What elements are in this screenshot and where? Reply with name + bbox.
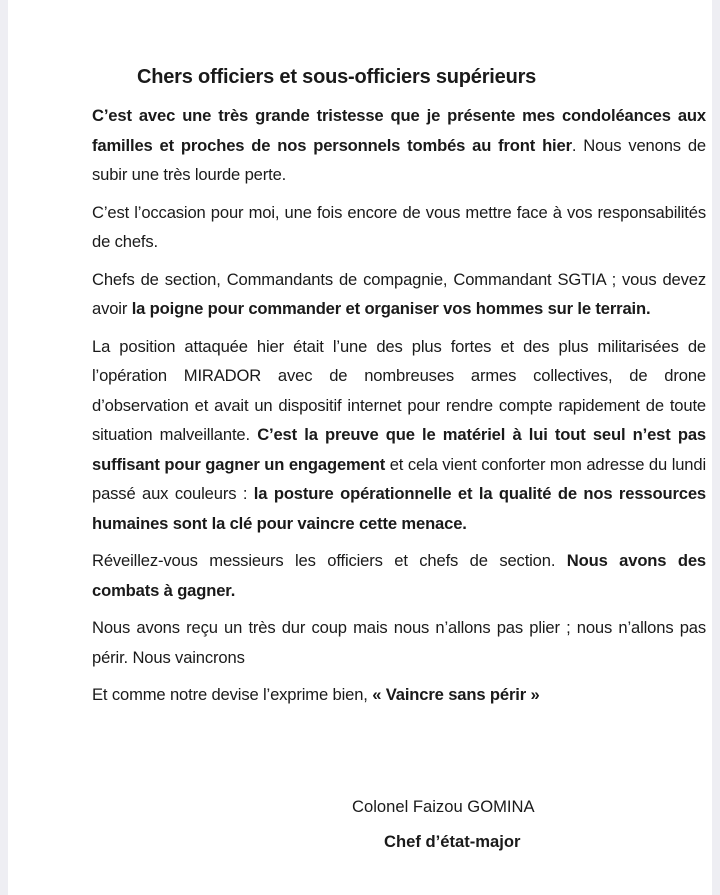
text-segment: et cela vient conforter mon adresse du lundi passé aux couleurs : xyxy=(92,454,707,503)
text-segment: Chefs de section, Commandants de compagnie, Commandant SGTIA ; vous devez avoir xyxy=(92,269,706,318)
text-segment: C’est l’occasion pour moi, une fois encore de vous mettre face à vos responsabilités de chefs. xyxy=(92,202,706,251)
motto: « Vaincre sans périr » xyxy=(372,685,540,704)
text-segment: C’est avec une très grande tristesse que je présente mes condoléances aux familles et proches de nos personnels tombés au front hier xyxy=(92,106,706,155)
text-segment: la poigne pour commander et organiser vos hommes sur le terrain. xyxy=(131,299,651,318)
paragraph-resolve xyxy=(92,613,706,672)
letter-salutation: Chers officiers et sous-officiers supérieurs xyxy=(137,66,537,88)
letter-body xyxy=(92,64,706,718)
text-segment: C’est la preuve que le matériel à lui tout seul n’est pas suffisant pour gagner un engagement xyxy=(92,425,706,474)
paragraph-condolences xyxy=(92,101,706,190)
paragraph-commanders xyxy=(92,265,706,324)
paragraph-motto xyxy=(92,680,706,710)
paragraph-attacked-position xyxy=(92,332,706,539)
paragraph-wake-up xyxy=(92,546,706,605)
text-segment: Nous avons reçu un très dur coup mais nous n’allons pas plier ; nous n’allons pas périr. Nous vaincrons xyxy=(92,618,706,667)
text-segment: la posture opérationnelle et la qualité de nos ressources humaines sont la clé pour vaincre cette menace. xyxy=(92,484,706,533)
signature-block xyxy=(352,797,535,852)
text-segment: Et comme notre devise l’exprime bien, xyxy=(92,685,373,704)
signatory-name: Colonel Faizou GOMINA xyxy=(352,797,535,816)
text-segment: La position attaquée hier était l’une des plus fortes et des plus militarisées de l’opération MIRADOR avec de nombreuses armes collectives, de drone d’observation et avait un dispositif internet pour rendre compte rapidement de toute situation malveillante. xyxy=(92,336,706,444)
text-segment: Réveillez-vous messieurs les officiers et chefs de section. xyxy=(92,551,567,570)
text-segment: . Nous venons de subir une très lourde perte. xyxy=(92,135,706,184)
document-page xyxy=(8,0,712,895)
signatory-role: Chef d’état-major xyxy=(384,832,521,851)
text-segment: Nous avons des combats à gagner. xyxy=(92,551,706,600)
paragraph-responsibilities xyxy=(92,198,706,257)
